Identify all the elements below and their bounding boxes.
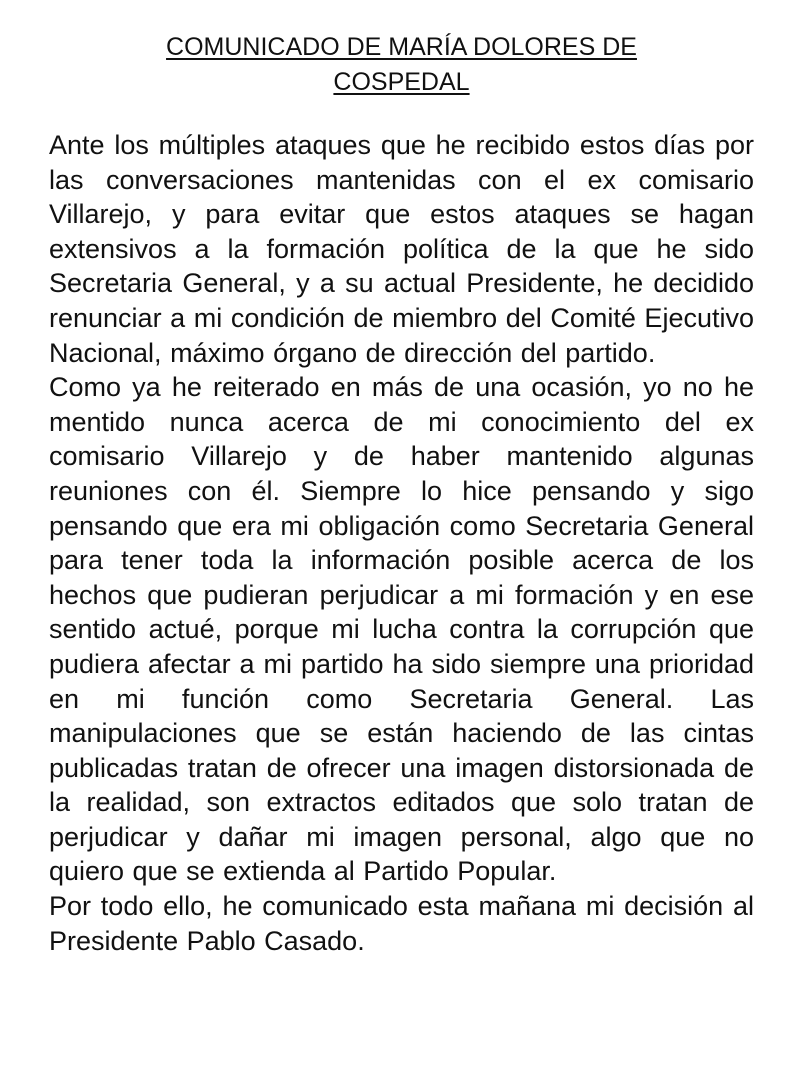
- paragraph-3: Por todo ello, he comunicado esta mañana mi decisión al Presidente Pablo Casado.: [49, 891, 754, 956]
- document-title: [49, 30, 754, 100]
- document-body: [49, 128, 754, 958]
- paragraph-2: Como ya he reiterado en más de una ocasión, yo no he mentido nunca acerca de mi conocimiento del ex comisario Villarejo y de haber mantenido algunas reuniones con él. Siempre lo hice pensando y sigo pensando que era mi obligación como Secretaria General para tener toda la información posible acerca de los hechos que pudieran perjudicar a mi formación y en ese sentido actué, porque mi lucha contra la corrupción que pudiera afectar a mi partido ha sido siempre una prioridad en mi función como Secretaria General. Las manipulaciones que se están haciendo de las cintas publicadas tratan de ofrecer una imagen distorsionada de la realidad, son extractos editados que solo tratan de perjudicar y dañar mi imagen personal, algo que no quiero que se extienda al Partido Popular.: [49, 372, 754, 887]
- title-line-2: COSPEDAL: [333, 68, 470, 96]
- paragraph-1: Ante los múltiples ataques que he recibido estos días por las conversaciones mantenidas con el ex comisario Villarejo, y para evitar que estos ataques se hagan extensivos a la formación política de la que he sido Secretaria General, y a su actual Presidente, he decidido renunciar a mi condición de miembro del Comité Ejecutivo Nacional, máximo órgano de dirección del partido.: [49, 130, 754, 368]
- title-line-1: COMUNICADO DE MARÍA DOLORES DE: [166, 33, 637, 61]
